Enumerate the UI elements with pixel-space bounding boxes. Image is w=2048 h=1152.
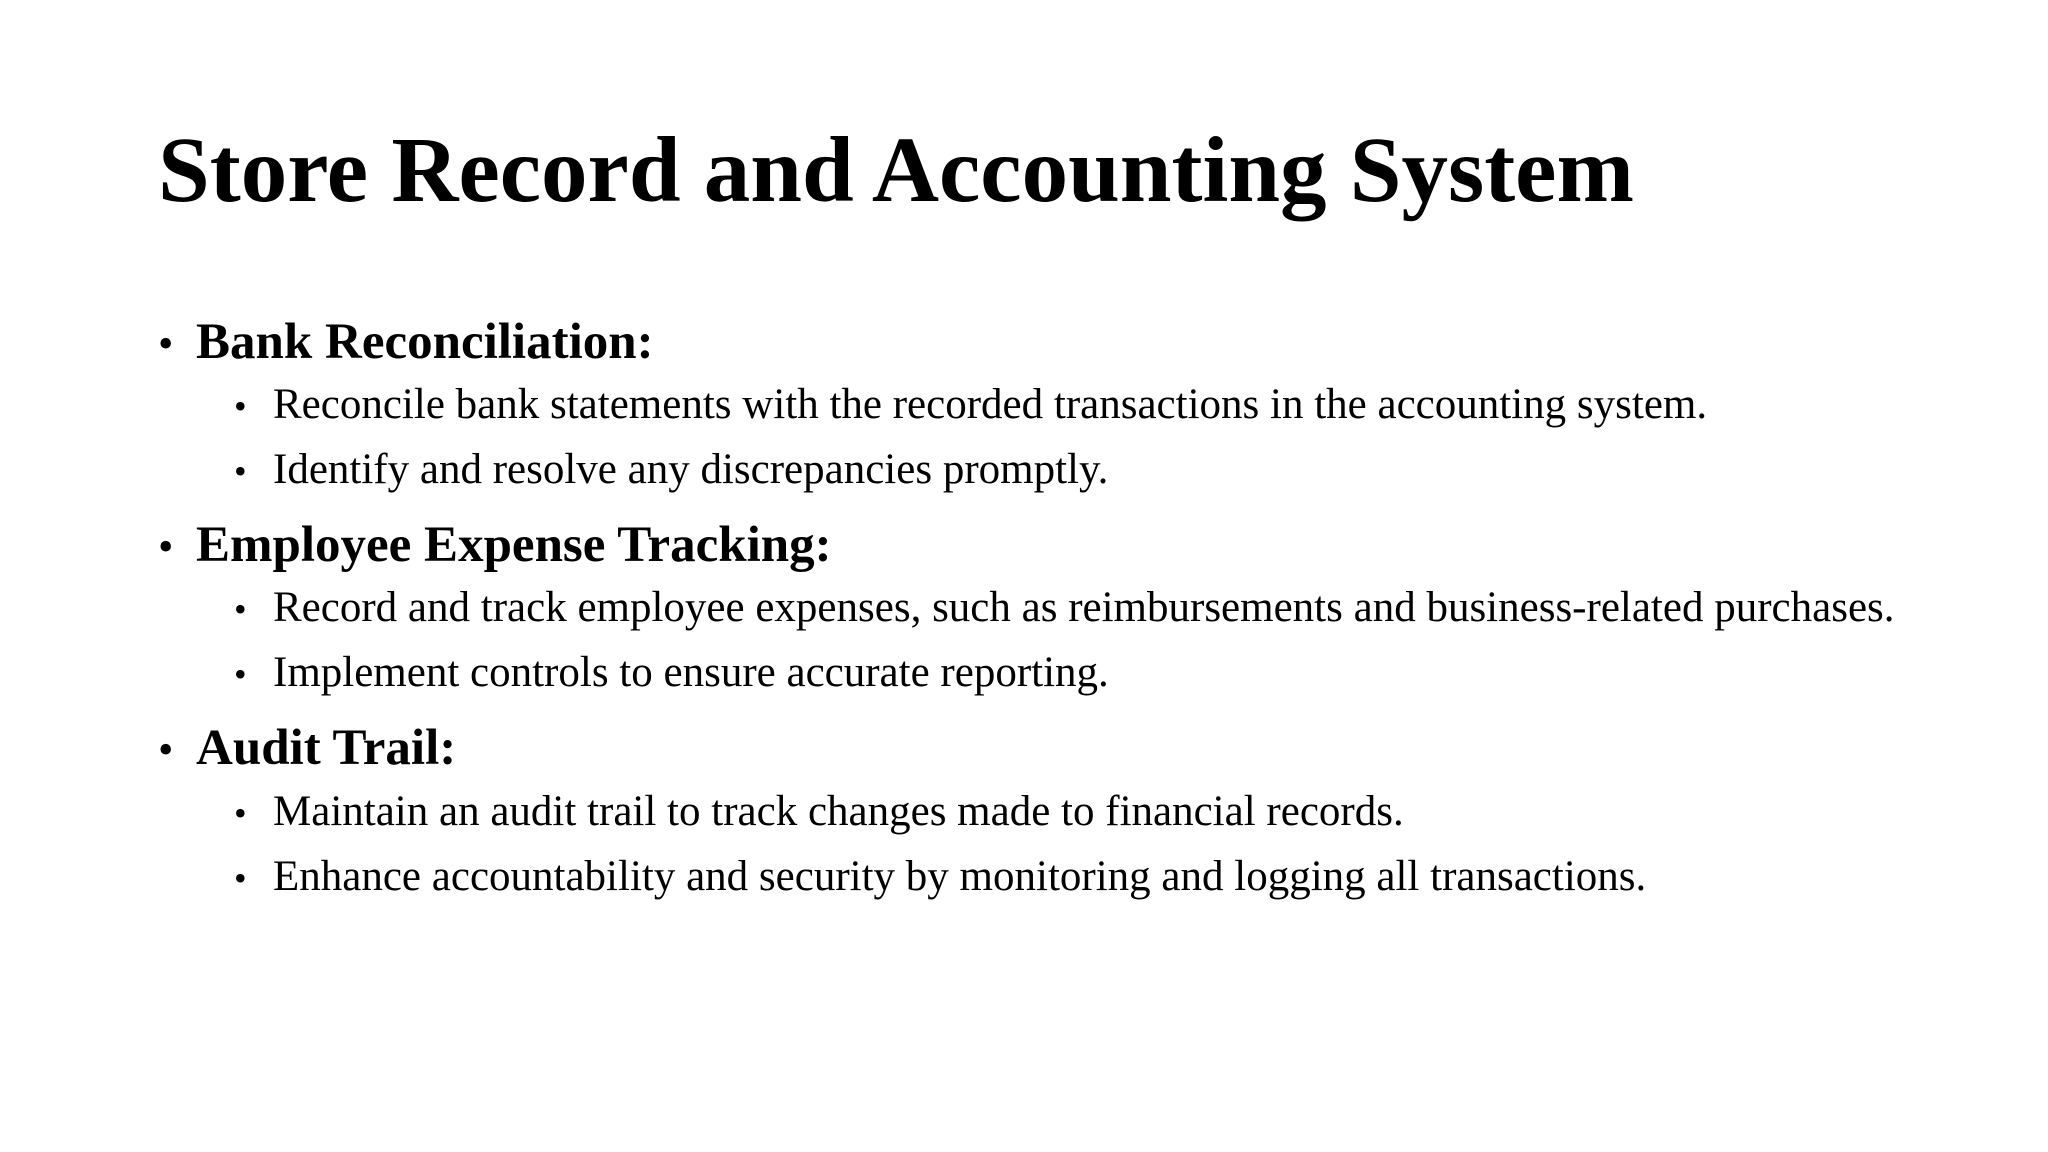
bullet: • — [158, 725, 174, 775]
section-heading-row — [158, 515, 1910, 576]
section-heading-row — [158, 718, 1910, 779]
list-item-text: Identify and resolve any discrepancies promptly. — [273, 446, 1109, 494]
list-item-text: Implement controls to ensure accurate reporting. — [273, 649, 1109, 697]
bullet: • — [234, 654, 247, 695]
sub-list — [158, 379, 1910, 497]
section-heading: Employee Expense Tracking: — [196, 517, 832, 574]
bullet: • — [158, 522, 174, 572]
list-item — [234, 647, 1910, 700]
section-heading: Bank Reconciliation: — [196, 314, 654, 370]
list-item-text: Maintain an audit trail to track changes made to financial records. — [273, 787, 1404, 835]
list-item — [234, 582, 1910, 635]
section-heading: Audit Trail: — [196, 720, 457, 777]
list-item-text: Enhance accountability and security by monitoring and logging all transactions. — [273, 852, 1647, 900]
section-employee-expense-tracking — [158, 515, 1910, 700]
section-audit-trail — [158, 718, 1910, 903]
section-heading-row — [158, 312, 1910, 373]
list-item — [234, 786, 1910, 839]
bullet: • — [234, 792, 247, 833]
list-item — [234, 851, 1910, 904]
slide-content — [158, 312, 1910, 904]
list-item-text: Reconcile bank statements with the recorded transactions in the accounting system. — [273, 381, 1708, 429]
bullet: • — [234, 451, 247, 492]
list-item-text: Record and track employee expenses, such as reimbursements and business-related purchases. — [273, 584, 1895, 632]
section-bank-reconciliation — [158, 312, 1910, 497]
list-item — [234, 444, 1910, 497]
bullet: • — [158, 319, 174, 368]
sub-list — [158, 786, 1910, 904]
slide-title: Store Record and Accounting System — [158, 119, 1634, 222]
sub-list — [158, 582, 1910, 700]
bullet: • — [234, 857, 247, 898]
bullet: • — [234, 386, 247, 427]
bullet: • — [234, 589, 247, 630]
list-item — [234, 379, 1910, 432]
